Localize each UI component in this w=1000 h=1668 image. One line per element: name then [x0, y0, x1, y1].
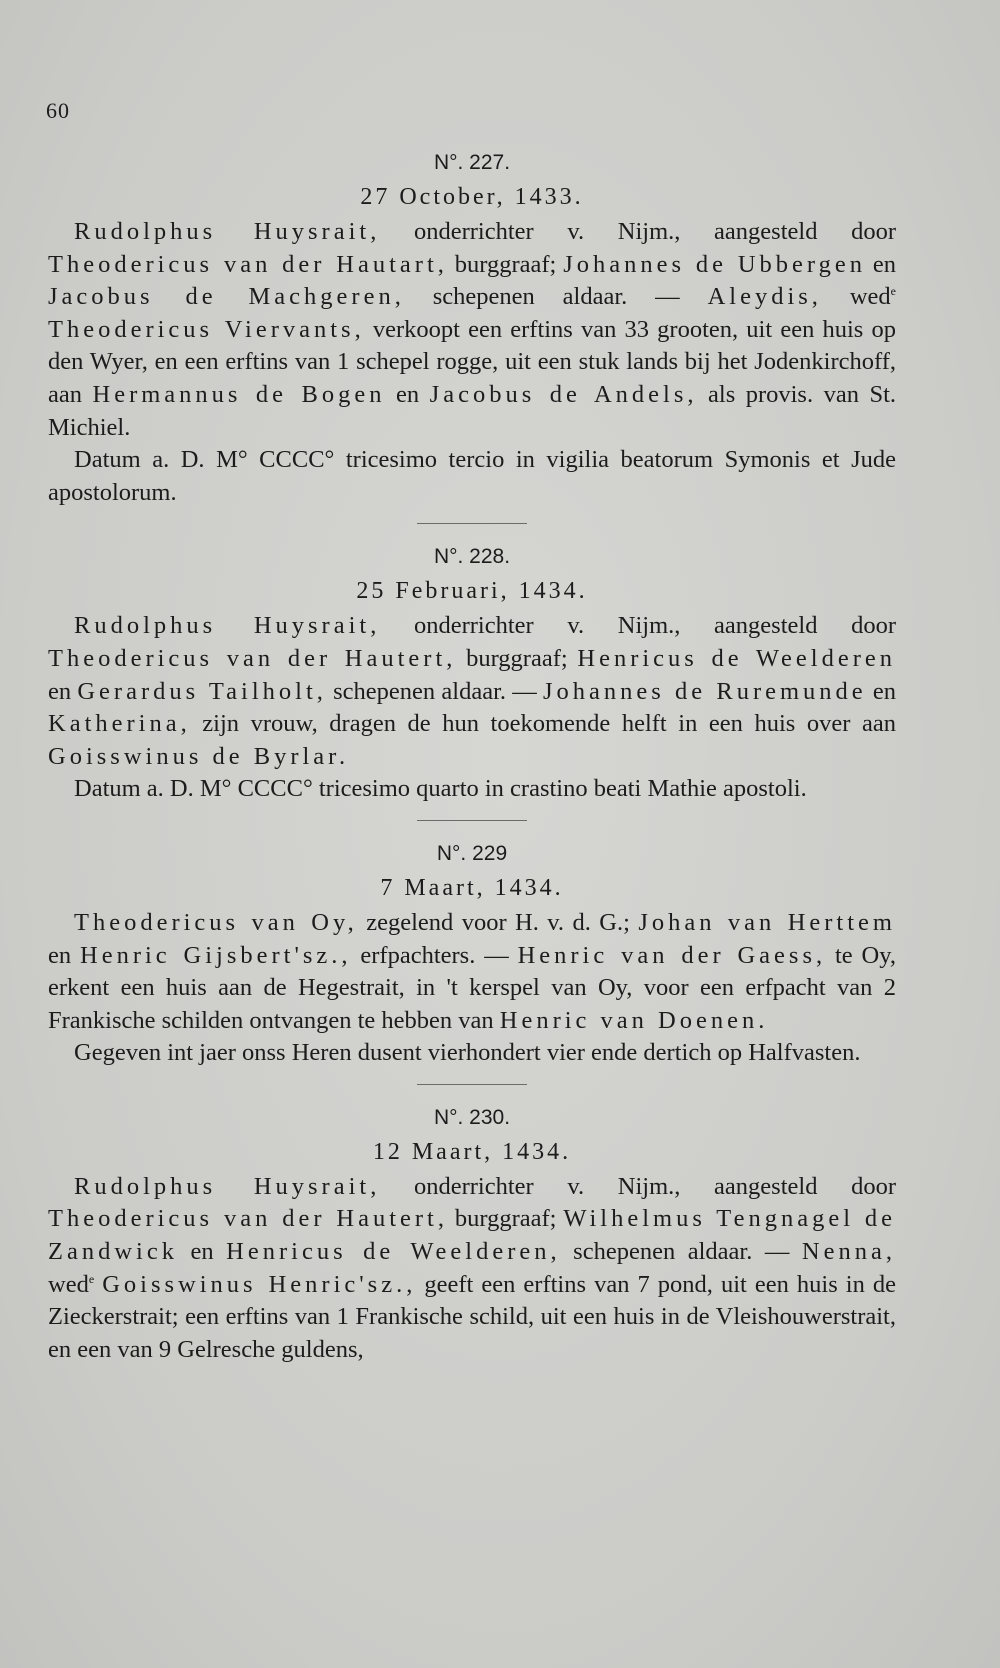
body-text: onderrichter v. Nijm., aangesteld door: [380, 612, 897, 640]
entry-date: 12 Maart, 1434.: [372, 1138, 572, 1165]
entry-date: 25 Februari, 1434.: [356, 578, 588, 605]
body-text: burggraaf;: [447, 250, 564, 278]
person-name: Jacobus de Andels,: [429, 380, 698, 408]
person-name: Henric van der Gaess,: [517, 941, 827, 969]
body-text: en: [48, 941, 80, 969]
person-name: Johan van Herttem: [638, 908, 896, 936]
body-text: zijn vrouw, dragen de hun toekomende helft in een huis over aan: [190, 710, 896, 738]
person-name: Aleydis,: [707, 283, 822, 311]
person-name: Goisswinus Henric'sz.,: [102, 1270, 417, 1298]
person-name: Theodericus Viervants,: [48, 315, 365, 343]
body-text: en: [866, 250, 896, 278]
person-name: Gerardus Tailholt,: [77, 677, 327, 705]
person-name: Henric van Doenen.: [499, 1006, 769, 1034]
person-name: Theodericus van der Hautart,: [48, 250, 448, 278]
person-name: Rudolphus Huysrait,: [74, 1172, 381, 1200]
document-entry: [48, 542, 896, 806]
body-text: schepenen aldaar. —: [560, 1238, 802, 1266]
body-text: te Oy, erkent een huis aan de Hegestrait, in 't kerspel van Oy, voor een erfpacht van 2 Frankische schilden ontvangen te hebben van: [48, 941, 896, 1034]
person-name: Rudolphus Huysrait,: [74, 218, 381, 245]
body-text: als provis. van St. Michiel.: [48, 380, 897, 441]
entry-number: N°. 227.: [433, 151, 511, 174]
body-text: burggraaf;: [456, 644, 578, 672]
body-text: e: [88, 1271, 95, 1286]
body-text: schepenen aldaar. —: [404, 283, 708, 311]
entry-body: [48, 907, 896, 1037]
body-text: wed: [821, 283, 891, 311]
body-text: en: [177, 1238, 227, 1266]
person-name: Nenna,: [801, 1238, 896, 1266]
entry-date: 27 October, 1433.: [360, 184, 584, 210]
body-text: e: [890, 284, 896, 299]
person-name: Henricus de Weelderen: [577, 644, 896, 672]
person-name: Katherina,: [48, 710, 191, 738]
body-text: erfpachters. —: [351, 941, 518, 969]
document-entry: [48, 839, 896, 1070]
body-text: en: [48, 677, 78, 705]
entry-body: [48, 1171, 896, 1367]
datum-line: Gegeven int jaer onss Heren dusent vierhondert vier ende dertich op Halfvasten.: [74, 1039, 861, 1067]
person-name: Henric Gijsbert'sz.,: [80, 941, 352, 969]
entry-separator: [417, 523, 527, 524]
document-entry: [48, 148, 896, 509]
entry-number: N°. 228.: [433, 545, 511, 569]
text-column: [48, 148, 896, 1366]
entry-number: N°. 229: [436, 841, 508, 865]
entry-body: [48, 610, 896, 773]
entry-separator: [417, 1084, 527, 1085]
person-name: Rudolphus Huysrait,: [74, 612, 381, 640]
body-text: verkoopt een erftins van 33 grooten, uit een huis op den Wyer, en een erftins van 1 schepel rogge, uit een stuk lands bij het Jodenkirchoff, aan: [48, 315, 896, 408]
body-text: onderrichter v. Nijm., aangesteld door: [380, 218, 897, 245]
entry-number: N°. 230.: [433, 1105, 511, 1129]
body-text: en: [866, 677, 897, 705]
body-text: schepenen aldaar. —: [326, 677, 543, 705]
body-text: onderrichter v. Nijm., aangesteld door: [380, 1172, 897, 1200]
body-text: geeft een erftins van 7 pond, uit een huis in de Zieckerstrait; een erftins van 1 Frankische schild, uit een huis in de Vleishouwerstrait, en een van 9 Gelresche guldens,: [48, 1270, 897, 1363]
person-name: Theodericus van der Hautert,: [48, 644, 457, 672]
datum-line: Datum a. D. M° CCCC° tricesimo tercio in vigilia beatorum Symonis et Jude apostolorum.: [48, 446, 896, 506]
entry-separator: [417, 820, 527, 821]
body-text: [94, 1271, 102, 1298]
person-name: Goisswinus de Byrlar.: [48, 742, 350, 770]
datum-line: Datum a. D. M° CCCC° tricesimo quarto in crastino beati Mathie apostoli.: [74, 775, 807, 803]
person-name: Theodericus van der Hautert,: [48, 1205, 448, 1233]
body-text: wed: [48, 1270, 89, 1298]
person-name: Henricus de Weelderen,: [226, 1238, 561, 1266]
body-text: zegelend voor H. v. d. G.;: [357, 908, 639, 936]
page-number: 60: [46, 98, 70, 123]
body-text: en: [385, 380, 430, 408]
person-name: Johannes de Ubbergen: [563, 250, 867, 278]
person-name: Jacobus de Machgeren,: [48, 283, 405, 311]
body-text: burggraaf;: [447, 1205, 564, 1233]
person-name: Johannes de Ruremunde: [542, 677, 867, 705]
person-name: Theodericus van Oy,: [74, 908, 358, 936]
entry-body: [48, 216, 896, 444]
document-entry: [48, 1103, 896, 1367]
person-name: Hermannus de Bogen: [92, 380, 386, 408]
person-name: Wilhelmus Tengnagel de Zandwick: [48, 1205, 896, 1266]
entry-date: 7 Maart, 1434.: [380, 874, 564, 901]
